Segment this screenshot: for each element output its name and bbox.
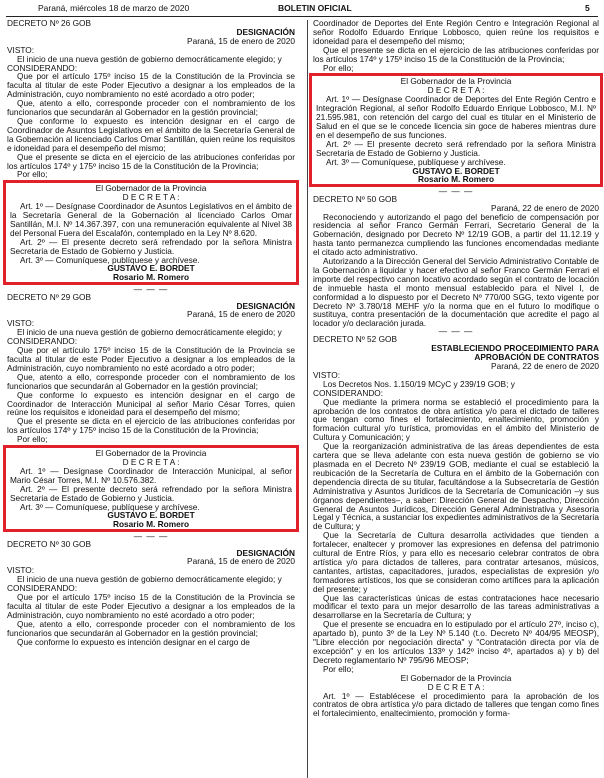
decree-52-heading-2: APROBACIÓN DE CONTRATOS — [474, 352, 599, 363]
governor-line: El Gobernador de la Provincia — [400, 76, 512, 87]
signature-minister: Rosario M. Romero — [112, 272, 190, 283]
paragraph: Que, atento a ello, corresponde proceder con el nombramiento de los funcionarios que secundarán al Gobernador en la gestión provincial; — [7, 371, 295, 391]
por-ello: Por ello; — [17, 434, 48, 445]
paragraph: Autorizando a la Dirección General del Servicio Administrativo Contable de la Gobernación a liquidar y hacer efectivo al señor Franco Germán Ferrari el importe del respectivo canon locativo acordado según el contrato de locación de inmueble hasta el monto mensual establecido para el Nivel I, de conformidad a lo dispuesto por el Decreto Nº 770/00 SGG, texto vigente por Decreto Nº 3.780/18 MEHF y/o la norma que en el futuro lo modifique o sustituya, contra presentación de la documentación que acredite el pago al locador y/o declaración jurada. — [313, 256, 599, 329]
visto-label: VISTO: — [7, 565, 35, 576]
article-2: Art. 2º — El presente decreto será refrendado por la señora Ministra Secretaria de Estado de Gobierno y Justicia. — [10, 236, 292, 256]
visto-text: El inicio de una nueva gestión de gobierno democráticamente elegido; y — [17, 53, 282, 64]
signature-governor: GUSTAVO E. BORDET — [107, 263, 195, 274]
paragraph: Que el presente se dicta en el ejercicio de las atribuciones conferidas por los artículos 174º y 175º inciso 15 de la Constitución de la Provincia; — [7, 151, 295, 171]
paragraph: Que, atento a ello, corresponde proceder con el nombramiento de los funcionarios que secundarán al Gobernador en la gestión provincial; — [7, 98, 295, 118]
decreta-line: D E C R E T A : — [427, 681, 485, 692]
considerando-label: CONSIDERANDO: — [7, 62, 78, 73]
highlight-box-decree-26 — [3, 180, 299, 284]
decree-29-title: DECRETO Nº 29 GOB — [7, 291, 92, 302]
visto-label: VISTO: — [7, 44, 35, 55]
decree-52-title: DECRETO Nº 52 GOB — [313, 334, 398, 345]
paragraph: Que mediante la primera norma se estableció el procedimiento para la aprobación de los contratos de obra artística y/o para el dictado de talleres que tengan como fines el fortalecimiento, enaltecimiento, promoción y formación cultural y/o turística, promovidas en el ámbito del Ministerio de Cultura y Comunicación; y — [313, 396, 599, 443]
paragraph: Que el presente se encuadra en lo estipulado por el artículo 27º, inciso c), apartado b), punto 3º de la Ley Nº 5.140 (t.o. Decreto Nº 404/95 MEOSP), "Libre elección por negociación directa" y "Contratación directa por vía de excepción" y en los artículos 133º y 142º inciso 4º, apartados a) y b) del Decreto reglamentario Nº 795/96 MEOSP; — [313, 619, 599, 665]
decree-52-heading-1: ESTABLECIENDO PROCEDIMIENTO PARA — [431, 343, 599, 354]
visto-label: VISTO: — [7, 318, 35, 329]
paragraph: Que el presente se dicta en el ejercicio de las atribuciones conferidas por los artículos 174º y 175º inciso 15 de la Constitución de la Provincia; — [7, 416, 295, 436]
paragraph: Que conforme lo expuesto es intención designar en el cargo de Coordinador de Interacción Municipal al señor Mario César Torres, quien reúne los requisitos e idoneidad para el desempeño del mismo; — [7, 389, 295, 418]
visto-label: VISTO: — [313, 369, 341, 380]
decreta-line: D E C R E T A : — [427, 85, 485, 96]
decree-26-designation: DESIGNACIÓN — [236, 26, 295, 37]
decreta-line: D E C R E T A : — [122, 192, 180, 203]
paragraph: Que conforme lo expuesto es intención designar en el cargo de Coordinador de Asuntos Legislativos en el ámbito de la Secretaría General de la Gobernación al licenciado Carlos Omar Santillán, quien reúne los requisitos e idoneidad para el desempeño del mismo; — [7, 115, 295, 153]
separator: — — — — [438, 326, 474, 337]
governor-line: El Gobernador de la Provincia — [400, 672, 512, 683]
article-3: Art. 3º — Comuníquese, publíquese y archívese. — [20, 501, 200, 512]
signature-minister: Rosario M. Romero — [417, 174, 495, 185]
page-number: 5 — [585, 3, 590, 13]
paragraph: Que conforme lo expuesto es intención designar en el cargo de — [17, 636, 250, 647]
paragraph: Reconociendo y autorizando el pago del beneficio de compensación por residencia al señor Franco Germán Ferrari, Secretario General de la Gobernación, designado por Decreto Nº 12/19 GOB, a partir del 11.12.19 y hasta tanto permanezca cumpliendo las funciones encomendadas mediante el citado acto administrativo. — [313, 211, 599, 258]
page-header — [0, 2, 604, 16]
decree-30-title: DECRETO Nº 30 GOB — [7, 538, 92, 549]
paragraph: Que las características únicas de estas contrataciones hace necesario modificar el texto para un mejor desarrollo de las tareas administrativas a desarrollarse en la Secretaría de Cultura; y — [313, 592, 599, 621]
considerando-label: CONSIDERANDO: — [313, 387, 384, 398]
article-3: Art. 3º — Comuníquese, publíquese y archívese. — [326, 156, 506, 167]
paragraph: Que el presente se dicta en el ejercicio de las atribuciones conferidas por los artículos 174º y 175º inciso 15 de la Constitución de la Provincia; — [313, 44, 599, 64]
highlight-box-decree-29 — [3, 445, 299, 532]
article-1: Art. 1º — Desígnase Coordinador de Deportes del Ente Región Centro e Integración Regional, al señor Rodolfo Eduardo Enrique Lobbosco, M.I. Nº 21.595.981, con retención del cargo del cual es titular en el Ministerio de Salud en el que se le concede licencia sin goce de haberes mientras dure en el desempeño de sus funciones. — [316, 94, 596, 140]
header-date: Paraná, miércoles 18 de marzo de 2020 — [38, 3, 190, 13]
signature-minister: Rosario M. Romero — [112, 519, 190, 529]
decree-50-date: Paraná, 22 de enero de 2020 — [491, 202, 599, 213]
considerando-label: CONSIDERANDO: — [7, 336, 78, 347]
separator: — — — — [438, 185, 474, 196]
header-rule — [6, 16, 598, 17]
decree-30-date: Paraná, 15 de enero de 2020 — [187, 556, 295, 567]
decree-52-date: Paraná, 22 de enero de 2020 — [491, 361, 599, 371]
paragraph: Que, atento a ello, corresponde proceder con el nombramiento de los funcionarios que secundarán al Gobernador en la gestión provincial; — [7, 618, 295, 638]
governor-line: El Gobernador de la Provincia — [95, 183, 207, 194]
paragraph: Que por el artículo 175º inciso 15 de la Constitución de la Provincia se faculta al titular de este Poder Ejecutivo a designar a los empleados de la Administración, cuyo nombramiento no esté acordado a otro poder; — [7, 592, 295, 620]
por-ello: Por ello; — [323, 663, 354, 674]
separator: — — — — [133, 283, 169, 294]
signature-governor: GUSTAVO E. BORDET — [412, 165, 500, 176]
decree-50-title: DECRETO Nº 50 GOB — [313, 193, 398, 204]
decree-30-designation: DESIGNACIÓN — [236, 547, 295, 558]
article-1: Art. 1º — Desígnase Coordinador de Asuntos Legislativos en el ámbito de la Secretaría General de la Gobernación al licenciado Carlos Omar Santillán, M.I. Nº 14.367.397, con una remuneración equivalente al Nivel 38 del Personal Fuera del Escalafón, contemplado en la Ley Nº 8.620. — [10, 201, 292, 238]
governor-line: El Gobernador de la Provincia — [95, 448, 207, 459]
paragraph: Que por el artículo 175º inciso 15 de la Constitución de la Provincia se faculta al titular de este Poder Ejecutivo a designar a los empleados de la Administración, cuyo nombramiento no esté acordado a otro poder; — [7, 345, 295, 373]
visto-text: El inicio de una nueva gestión de gobierno democráticamente elegido; y — [17, 574, 282, 585]
header-title: BOLETIN OFICIAL — [278, 3, 352, 13]
visto-text: Los Decretos Nos. 1.150/19 MCyC y 239/19 GOB; y — [323, 378, 515, 389]
decree-26-date: Paraná, 15 de enero de 2020 — [187, 35, 295, 46]
por-ello: Por ello; — [323, 62, 354, 73]
article-1: Art. 1º — Establécese el procedimiento para la aprobación de los contratos de obra artística y/o para dictado de talleres que tengan como fines el fortalecimiento, enaltecimiento, promoción y forma- — [313, 690, 599, 719]
decree-26-title: DECRETO Nº 26 GOB — [7, 18, 92, 28]
decreta-line: D E C R E T A : — [122, 456, 180, 467]
right-column — [313, 19, 599, 718]
highlight-box-lobbosco — [309, 73, 603, 186]
article-3: Art. 3º — Comuníquese, publíquese y archívese. — [20, 254, 200, 265]
signature-governor: GUSTAVO E. BORDET — [107, 510, 195, 521]
paragraph: Que la Secretaría de Cultura desarrolla actividades que tienden a fortalecer, enaltecer y promover las expresiones en defensa del patrimonio cultural de Entre Ríos, y para ello es necesario celebrar contratos de obra artística y/o para dictados de talleres, para contratar artesanos, músicos, cantantes, artistas, capacitadores, jurados, especialistas de expresión y/o formadores artísticos, los que se consideran como artífices para la aplicación del presente; y — [313, 530, 599, 594]
decree-29-designation: DESIGNACIÓN — [236, 300, 295, 311]
paragraph: Coordinador de Deportes del Ente Región Centro e Integración Regional al señor Rodolfo Eduardo Enrique Lobbosco, quien reúne los requisitos e idoneidad para el desempeño del mismo; — [313, 18, 599, 46]
visto-text: El inicio de una nueva gestión de gobierno democráticamente elegido; y — [17, 327, 282, 338]
article-2: Art. 2º — El presente decreto será refrendado por la señora Ministra Secretaria de Estado de Gobierno y Justicia. — [10, 483, 292, 503]
decree-29-date: Paraná, 15 de enero de 2020 — [187, 309, 295, 320]
column-divider — [307, 20, 308, 778]
considerando-label: CONSIDERANDO: — [7, 583, 78, 594]
article-1: Art. 1º — Desígnase Coordinador de Interacción Municipal, al señor Mario César Torres, M.I. Nº 10.576.382. — [10, 465, 292, 485]
separator: — — — — [133, 530, 169, 541]
article-2: Art. 2º — El presente decreto será refrendado por la señora Ministra Secretaria de Estado de Gobierno y Justicia. — [316, 138, 596, 158]
paragraph: Que la reorganización administrativa de las áreas dependientes de esta cartera que se lleva adelante con esta nueva gestión de gobierno se vio plasmada en el Decreto Nº 239/19 GOB, mediante el cual se estableció la reubicación de la Secretaría de Cultura en el ámbito de la Gobernación con dependencia directa de su titular, facultándose a la Subsecretaría de Gestión Administrativa y Asuntos Jurídicos de la Secretaría de Comunicación –y sus órganos dependientes–, a saber: Dirección General de Despacho, Dirección General de Asuntos Jurídicos, Dirección General Administrativa y Asesoría Legal y Técnica, a sustanciar los expedientes administrativos de la Secretaría de Cultura; y — [313, 441, 599, 532]
por-ello: Por ello; — [17, 169, 48, 180]
paragraph: Que por el artículo 175º inciso 15 de la Constitución de la Provincia se faculta al titular de este Poder Ejecutivo a designar a los empleados de la Administración, cuyo nombramiento no esté acordado a otro poder; — [7, 71, 295, 100]
left-column — [7, 19, 295, 646]
